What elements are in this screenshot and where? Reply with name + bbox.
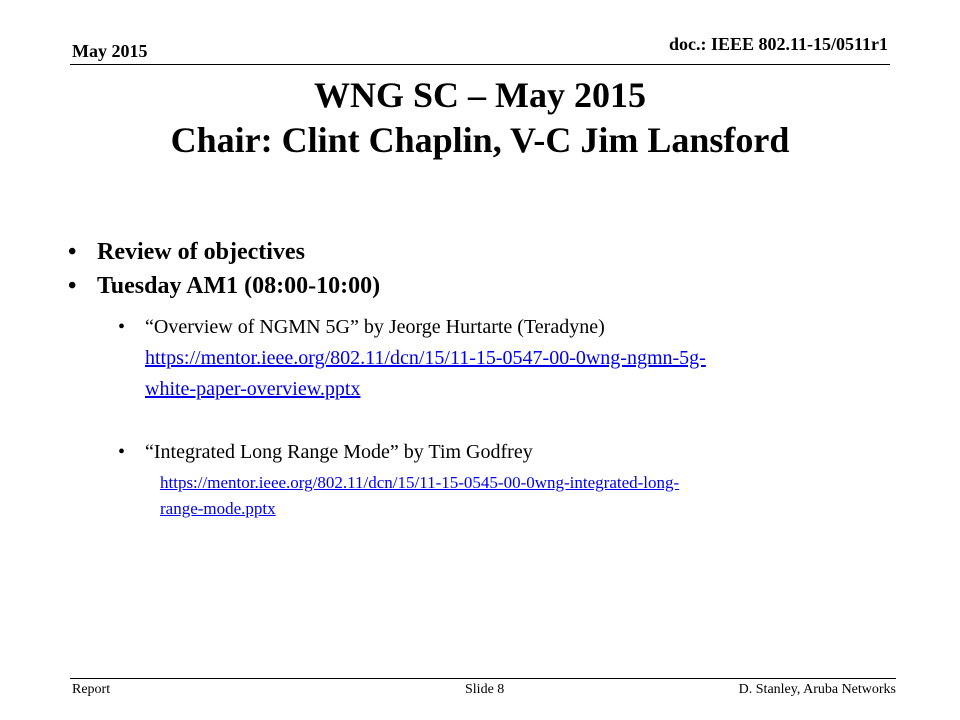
footer-divider <box>70 678 896 679</box>
sub-bullet-label: “Overview of NGMN 5G” by Jeorge Hurtarte (Teradyne) <box>145 316 605 338</box>
link-ngmn-5g-line1[interactable]: https://mentor.ieee.org/802.11/dcn/15/11-15-0547-00-0wng-ngmn-5g- <box>145 347 706 369</box>
footer-author: D. Stanley, Aruba Networks <box>738 682 896 697</box>
link-ngmn-5g-line2[interactable]: white-paper-overview.pptx <box>145 378 361 400</box>
bullet-icon: • <box>68 273 77 299</box>
bullet-label: Tuesday AM1 (08:00-10:00) <box>97 273 381 299</box>
header-doc-id: doc.: IEEE 802.11-15/0511r1 <box>668 34 888 54</box>
slide-title-line2: Chair: Clint Chaplin, V-C Jim Lansford <box>170 120 790 160</box>
bullet-icon: • <box>118 316 126 338</box>
bullet-icon: • <box>68 239 77 265</box>
link-integrated-long-range-line2[interactable]: range-mode.pptx <box>160 499 276 518</box>
header-date: May 2015 <box>72 41 148 61</box>
footer-left: Report <box>72 682 111 697</box>
link-integrated-long-range-line1[interactable]: https://mentor.ieee.org/802.11/dcn/15/11-15-0545-00-0wng-integrated-long- <box>160 473 680 492</box>
bullet-icon: • <box>118 441 126 463</box>
footer-slide-number: Slide 8 <box>465 682 505 697</box>
bullet-label: Review of objectives <box>97 239 305 265</box>
sub-bullet-label: “Integrated Long Range Mode” by Tim Godfrey <box>145 441 533 463</box>
slide-title-line1: WNG SC – May 2015 <box>314 75 646 115</box>
